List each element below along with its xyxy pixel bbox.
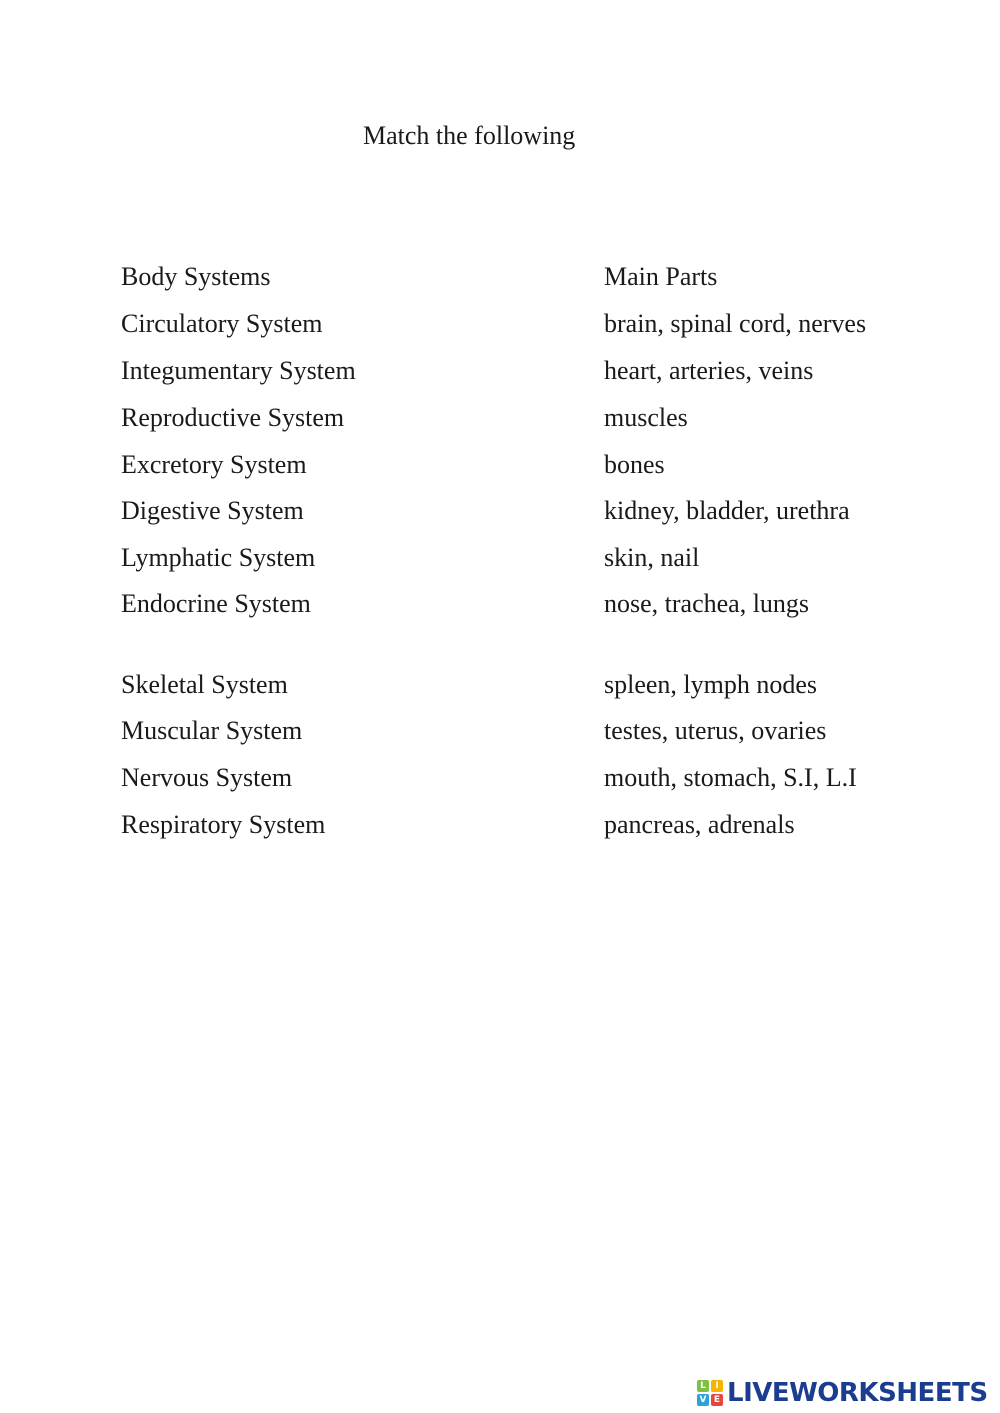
main-part-item: pancreas, adrenals <box>604 810 795 839</box>
logo-tile: I <box>711 1380 723 1392</box>
logo-tile: E <box>711 1394 723 1406</box>
liveworksheets-logo-icon <box>697 1380 723 1406</box>
column-header-main-parts: Main Parts <box>604 262 718 291</box>
main-part-item: mouth, stomach, S.I, L.I <box>604 763 857 792</box>
main-part-item: skin, nail <box>604 543 700 572</box>
main-part-item: nose, trachea, lungs <box>604 589 810 618</box>
logo-tile: V <box>697 1394 709 1406</box>
main-part-item: kidney, bladder, urethra <box>604 496 850 525</box>
column-header-body-systems: Body Systems <box>121 262 271 291</box>
body-system-item: Nervous System <box>121 763 293 792</box>
main-part-item: muscles <box>604 403 688 432</box>
body-system-item: Digestive System <box>121 496 304 525</box>
main-part-item: testes, uterus, ovaries <box>604 716 827 745</box>
body-system-item: Endocrine System <box>121 589 311 618</box>
worksheet-title: Match the following <box>363 121 576 150</box>
main-part-item: heart, arteries, veins <box>604 356 814 385</box>
body-system-item: Excretory System <box>121 450 307 479</box>
body-system-item: Respiratory System <box>121 810 326 839</box>
body-system-item: Skeletal System <box>121 670 288 699</box>
body-system-item: Circulatory System <box>121 309 323 338</box>
body-system-item: Lymphatic System <box>121 543 316 572</box>
logo-tile: L <box>697 1380 709 1392</box>
body-system-item: Muscular System <box>121 716 303 745</box>
body-system-item: Reproductive System <box>121 403 345 432</box>
liveworksheets-logo <box>697 1378 988 1408</box>
liveworksheets-logo-text: LIVEWORKSHEETS <box>727 1378 988 1408</box>
body-system-item: Integumentary System <box>121 356 356 385</box>
main-part-item: bones <box>604 450 665 479</box>
main-part-item: brain, spinal cord, nerves <box>604 309 867 338</box>
main-part-item: spleen, lymph nodes <box>604 670 818 699</box>
